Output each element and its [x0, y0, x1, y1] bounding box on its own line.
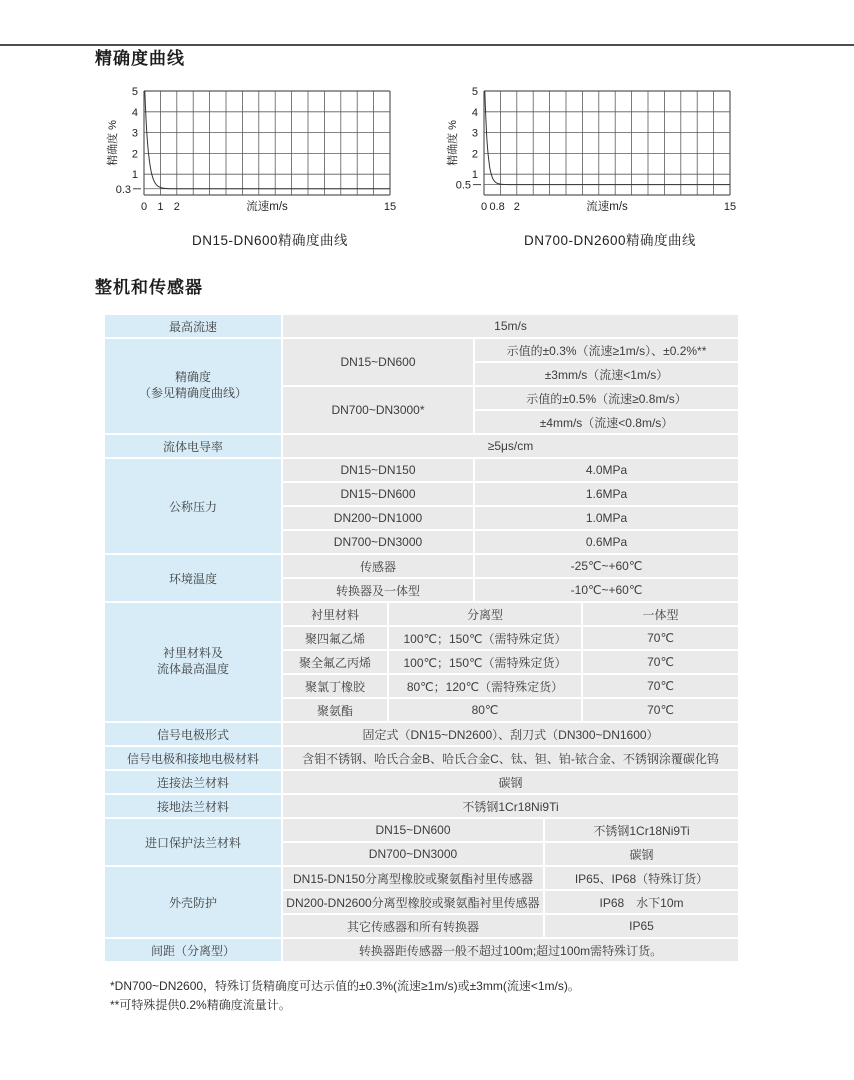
spec-value-spacing: 转换器距传感器一般不超过100m;超过100m需特殊订货。 [283, 939, 738, 961]
spec-label-lining-line2: 流体最高温度 [156, 662, 229, 676]
spec-label-electrode-form: 信号电极形式 [105, 723, 281, 745]
footnote-2: **可特殊提供0.2%精确度流量计。 [110, 997, 291, 1012]
spec-enclosure-value-3: IP65 [545, 915, 738, 937]
svg-text:15: 15 [723, 201, 737, 213]
spec-accuracy-value-2a: 示值的±0.5%（流速≥0.8m/s） [475, 387, 738, 409]
spec-lining-material-3: 聚氯丁橡胶 [283, 675, 387, 697]
spec-ambient-value-1: -25℃~+60℃ [475, 555, 738, 577]
svg-text:精确度 %: 精确度 % [107, 120, 119, 166]
spec-lining-material-2: 聚全氟乙丙烯 [283, 651, 387, 673]
spec-lining-material-1: 聚四氟乙烯 [283, 627, 387, 649]
spec-lining-separate-1: 100℃；150℃（需特殊定货） [389, 627, 581, 649]
svg-text:4: 4 [471, 106, 478, 119]
svg-text:3: 3 [471, 127, 478, 140]
spec-label-inlet-flange: 进口保护法兰材料 [105, 819, 281, 865]
spec-lining-separate-3: 80℃；120℃（需特殊定货） [389, 675, 581, 697]
accuracy-section-title: 精确度曲线 [95, 49, 185, 68]
svg-text:15: 15 [383, 201, 397, 213]
spec-value-connect-flange: 碳钢 [283, 771, 738, 793]
spec-value-electrode-form: 固定式（DN15~DN2600）、刮刀式（DN300~DN1600） [283, 723, 738, 745]
accuracy-chart-dn700-dn2600 [440, 85, 746, 249]
spec-accuracy-value-1a: 示值的±0.3%（流速≥1m/s）、±0.2%** [475, 339, 738, 361]
row-spacing [105, 939, 738, 961]
svg-text:0: 0 [480, 201, 488, 213]
spec-label-accuracy-line2: （参见精确度曲线） [138, 386, 247, 400]
svg-text:精确度 %: 精确度 % [447, 120, 459, 166]
row-electrode-material [105, 747, 738, 769]
spec-label-enclosure: 外壳防护 [105, 867, 281, 937]
svg-text:5: 5 [131, 86, 138, 98]
spec-label-electrode-material: 信号电极和接地电极材料 [105, 747, 281, 769]
svg-text:1: 1 [157, 201, 164, 213]
svg-text:2: 2 [513, 201, 520, 213]
spec-accuracy-range-2: DN700~DN3000* [283, 387, 473, 433]
row-max-velocity [105, 315, 738, 337]
spec-value-max-velocity: 15m/s [283, 315, 738, 337]
accuracy-chart-canvas-1 [100, 85, 406, 223]
accuracy-chart-canvas-2 [440, 85, 746, 223]
spec-ambient-item-2: 转换器及一体型 [283, 579, 473, 601]
spec-label-max-velocity: 最高流速 [105, 315, 281, 337]
table-section-title: 整机和传感器 [95, 278, 203, 297]
spec-pressure-range-1: DN15~DN150 [283, 459, 473, 481]
spec-label-lining [105, 603, 281, 721]
spec-inlet-range-2: DN700~DN3000 [283, 843, 543, 865]
spec-lining-integral-4: 70℃ [583, 699, 738, 721]
spec-label-spacing: 间距（分离型） [105, 939, 281, 961]
svg-text:流速m/s: 流速m/s [246, 201, 288, 213]
row-connect-flange [105, 771, 738, 793]
spec-lining-material-4: 聚氨酯 [283, 699, 387, 721]
spec-value-conductivity: ≥5μs/cm [283, 435, 738, 457]
spec-ambient-item-1: 传感器 [283, 555, 473, 577]
spec-pressure-value-3: 1.0MPa [475, 507, 738, 529]
svg-text:4: 4 [131, 106, 138, 119]
spec-pressure-value-1: 4.0MPa [475, 459, 738, 481]
spec-ambient-value-2: -10℃~+60℃ [475, 579, 738, 601]
svg-text:5: 5 [471, 86, 478, 98]
spec-label-ambient: 环境温度 [105, 555, 281, 601]
spec-inlet-value-2: 碳钢 [545, 843, 738, 865]
row-ground-flange [105, 795, 738, 817]
spec-lining-integral-2: 70℃ [583, 651, 738, 673]
svg-text:0.3: 0.3 [115, 183, 131, 196]
accuracy-chart-dn15-dn600 [100, 85, 406, 249]
row-lining-header [105, 603, 738, 625]
spec-pressure-value-4: 0.6MPa [475, 531, 738, 553]
spec-value-ground-flange: 不锈钢1Cr18Ni9Ti [283, 795, 738, 817]
svg-text:1: 1 [471, 169, 478, 182]
page-top-rule [0, 44, 854, 46]
row-conductivity [105, 435, 738, 457]
row-pressure-1 [105, 459, 738, 481]
spec-pressure-range-2: DN15~DN600 [283, 483, 473, 505]
spec-label-lining-line1: 衬里材料及 [162, 646, 223, 661]
row-enclosure-1 [105, 867, 738, 889]
spec-inlet-range-1: DN15~DN600 [283, 819, 543, 841]
spec-lining-header-separate: 分离型 [389, 603, 581, 625]
svg-text:2: 2 [173, 201, 180, 213]
spec-accuracy-value-2b: ±4mm/s（流速<0.8m/s） [475, 411, 738, 433]
row-ambient-1 [105, 555, 738, 577]
svg-text:3: 3 [131, 127, 138, 140]
row-accuracy-1 [105, 339, 738, 361]
row-electrode-form [105, 723, 738, 745]
spec-label-accuracy [105, 339, 281, 433]
footnotes [110, 977, 854, 1014]
spec-lining-separate-4: 80℃ [389, 699, 581, 721]
svg-text:1: 1 [131, 169, 138, 182]
spec-value-electrode-material: 含钼不锈钢、哈氏合金B、哈氏合金C、钛、钽、铂-铱合金、不锈钢涂覆碳化钨 [283, 747, 738, 769]
accuracy-charts-row [100, 85, 854, 249]
spec-label-accuracy-line1: 精确度 [174, 370, 211, 385]
spec-accuracy-range-1: DN15~DN600 [283, 339, 473, 385]
svg-text:0.8: 0.8 [489, 201, 505, 213]
spec-pressure-range-4: DN700~DN3000 [283, 531, 473, 553]
spec-lining-header-material: 衬里材料 [283, 603, 387, 625]
spec-enclosure-value-1: IP65、IP68（特殊订货） [545, 867, 738, 889]
chart-caption-1: DN15-DN600精确度曲线 [191, 233, 349, 248]
spec-enclosure-item-1: DN15-DN150分离型橡胶或聚氨酯衬里传感器 [283, 867, 543, 889]
spec-inlet-value-1: 不锈钢1Cr18Ni9Ti [545, 819, 738, 841]
footnote-1: *DN700~DN2600，特殊订货精确度可达示值的±0.3%(流速≥1m/s)或±3mm(流速<1m/s)。 [110, 979, 580, 993]
spec-pressure-range-3: DN200~DN1000 [283, 507, 473, 529]
spec-lining-integral-1: 70℃ [583, 627, 738, 649]
svg-text:0.5: 0.5 [455, 179, 471, 192]
spec-enclosure-value-2: IP68 水下10m [545, 891, 738, 913]
svg-text:流速m/s: 流速m/s [586, 201, 628, 213]
spec-enclosure-item-3: 其它传感器和所有转换器 [283, 915, 543, 937]
spec-lining-separate-2: 100℃；150℃（需特殊定货） [389, 651, 581, 673]
spec-accuracy-value-1b: ±3mm/s（流速<1m/s） [475, 363, 738, 385]
chart-caption-2: DN700-DN2600精确度曲线 [523, 233, 697, 248]
spec-enclosure-item-2: DN200-DN2600分离型橡胶或聚氨酯衬里传感器 [283, 891, 543, 913]
svg-text:0: 0 [140, 201, 148, 213]
spec-lining-header-integral: 一体型 [583, 603, 738, 625]
spec-table [103, 313, 740, 963]
spec-label-conductivity: 流体电导率 [105, 435, 281, 457]
svg-text:2: 2 [131, 148, 138, 161]
svg-text:2: 2 [471, 148, 478, 161]
spec-label-connect-flange: 连接法兰材料 [105, 771, 281, 793]
spec-pressure-value-2: 1.6MPa [475, 483, 738, 505]
spec-label-pressure: 公称压力 [105, 459, 281, 553]
spec-lining-integral-3: 70℃ [583, 675, 738, 697]
row-inlet-flange-1 [105, 819, 738, 841]
spec-label-ground-flange: 接地法兰材料 [105, 795, 281, 817]
